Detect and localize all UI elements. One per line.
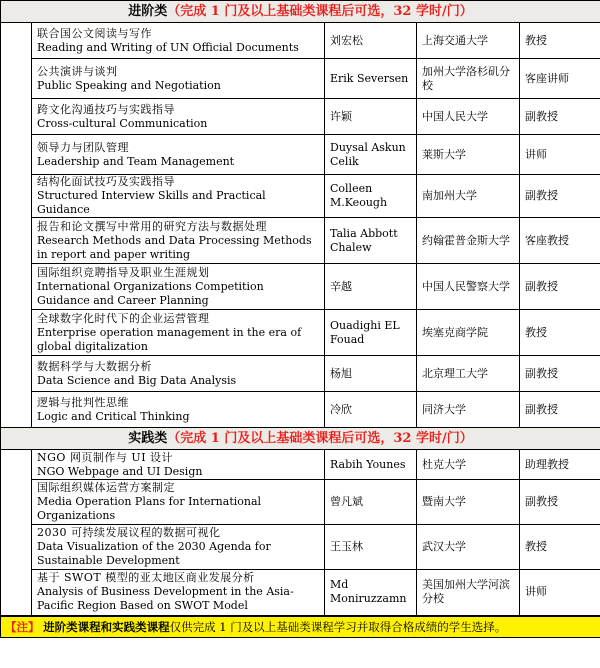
- footnote-highlight: 进阶类课程和实践类课程: [43, 619, 170, 634]
- title-cell: 讲师: [520, 135, 600, 175]
- footnote-tag: 【注】: [5, 619, 40, 634]
- course-row: [1, 480, 600, 525]
- course-row: [1, 264, 600, 310]
- course-row: [1, 23, 600, 59]
- course-name-en: Media Operation Plans for International Organizations: [37, 495, 262, 522]
- category-cell: [1, 23, 32, 428]
- course-name-zh: 2030 可持续发展议程的数据可视化: [37, 526, 221, 539]
- course-name-en: Structured Interview Skills and Practical Guidance: [37, 189, 266, 216]
- section-header-practice: [1, 428, 600, 450]
- course-name-zh: 报告和论文撰写中常用的研究方法与数据处理: [37, 219, 267, 233]
- course-name-cell: [32, 23, 325, 59]
- course-name-cell: [32, 99, 325, 135]
- course-name-cell: [32, 525, 325, 570]
- course-name-cell: [32, 310, 325, 356]
- section-title: 实践类: [128, 430, 168, 446]
- course-name-zh: 数据科学与大数据分析: [37, 359, 152, 373]
- course-name-cell: [32, 356, 325, 392]
- teacher-cell: Rabih Younes: [325, 450, 417, 480]
- course-row: [1, 392, 600, 428]
- title-cell: 副教授: [520, 356, 600, 392]
- school-cell: 约翰霍普金斯大学: [417, 218, 520, 264]
- section-header-advanced: [1, 1, 600, 23]
- school-cell: 加州大学洛杉矶分校: [417, 59, 520, 99]
- title-cell: 客座教授: [520, 218, 600, 264]
- course-name-en: Analysis of Business Development in the Asia-Pacific Region Based on SWOT Model: [37, 585, 294, 613]
- course-name-en: Public Speaking and Negotiation: [37, 78, 221, 92]
- school-cell: 中国人民警察大学: [417, 264, 520, 310]
- course-name-en: Reading and Writing of UN Official Documents: [37, 40, 299, 54]
- course-name-cell: [32, 450, 325, 480]
- teacher-cell: 刘宏松: [325, 23, 417, 59]
- course-name-zh: 全球数字化时代下的企业运营管理: [37, 311, 210, 325]
- course-name-cell: [32, 218, 325, 264]
- course-row: [1, 59, 600, 99]
- course-name-zh: 基于 SWOT 模型的亚太地区商业发展分析: [37, 571, 255, 585]
- course-name-en: Leadership and Team Management: [37, 154, 235, 168]
- school-cell: 杜克大学: [417, 450, 520, 480]
- teacher-cell: Colleen M.Keough: [325, 175, 417, 218]
- school-cell: 埃塞克商学院: [417, 310, 520, 356]
- course-name-zh: 跨文化沟通技巧与实践指导: [37, 102, 175, 116]
- course-name-en: Research Methods and Data Processing Methods in report and paper writing: [37, 233, 312, 261]
- course-row: [1, 356, 600, 392]
- school-cell: 北京理工大学: [417, 356, 520, 392]
- course-name-zh: 结构化面试技巧及实践指导: [37, 175, 175, 188]
- footnote-text: 仅供完成 1 门及以上基础类课程学习并取得合格成绩的学生选择。: [169, 619, 507, 634]
- title-cell: 副教授: [520, 175, 600, 218]
- teacher-cell: Duysal Askun Celik: [325, 135, 417, 175]
- course-name-en: Enterprise operation management in the era of global digitalization: [37, 325, 302, 353]
- teacher-cell: 曾凡斌: [325, 480, 417, 525]
- school-cell: 莱斯大学: [417, 135, 520, 175]
- title-cell: 副教授: [520, 264, 600, 310]
- course-name-cell: [32, 175, 325, 218]
- course-row: [1, 450, 600, 480]
- section-note: （完成 1 门及以上基础类课程后可选，32 学时/门）: [167, 430, 473, 446]
- title-cell: 教授: [520, 525, 600, 570]
- course-row: [1, 175, 600, 218]
- title-cell: 教授: [520, 310, 600, 356]
- course-row: [1, 218, 600, 264]
- course-name-zh: 逻辑与批判性思维: [37, 395, 129, 409]
- title-cell: 讲师: [520, 570, 600, 616]
- course-name-zh: 领导力与团队管理: [37, 140, 129, 154]
- course-row: [1, 135, 600, 175]
- category-cell: [1, 450, 32, 616]
- teacher-cell: 杨旭: [325, 356, 417, 392]
- teacher-cell: Ouadighi EL Fouad: [325, 310, 417, 356]
- course-name-cell: [32, 264, 325, 310]
- course-name-zh: 公共演讲与谈判: [37, 64, 118, 78]
- course-name-en: Data Visualization of the 2030 Agenda for Sustainable Development: [37, 540, 271, 567]
- course-row: [1, 310, 600, 356]
- teacher-cell: Talia Abbott Chalew: [325, 218, 417, 264]
- school-cell: 南加州大学: [417, 175, 520, 218]
- course-name-en: Data Science and Big Data Analysis: [37, 373, 237, 387]
- teacher-cell: 辛越: [325, 264, 417, 310]
- course-row: [1, 570, 600, 616]
- course-name-zh: 联合国公文阅读与写作: [37, 26, 152, 40]
- course-name-zh: 国际组织媒体运营方案制定: [37, 481, 175, 494]
- title-cell: 客座讲师: [520, 59, 600, 99]
- title-cell: 副教授: [520, 480, 600, 525]
- school-cell: 暨南大学: [417, 480, 520, 525]
- course-name-en: Cross-cultural Communication: [37, 116, 208, 130]
- course-name-cell: [32, 392, 325, 428]
- teacher-cell: 王玉林: [325, 525, 417, 570]
- teacher-cell: 许颖: [325, 99, 417, 135]
- school-cell: 同济大学: [417, 392, 520, 428]
- title-cell: 教授: [520, 23, 600, 59]
- school-cell: 上海交通大学: [417, 23, 520, 59]
- course-name-en: International Organizations Competition Guidance and Career Planning: [37, 279, 264, 307]
- school-cell: 中国人民大学: [417, 99, 520, 135]
- course-name-en: NGO Webpage and UI Design: [37, 464, 203, 478]
- section-note: （完成 1 门及以上基础类课程后可选，32 学时/门）: [167, 3, 473, 19]
- course-name-en: Logic and Critical Thinking: [37, 409, 190, 423]
- section-title: 进阶类: [128, 3, 168, 19]
- school-cell: 武汉大学: [417, 525, 520, 570]
- course-name-cell: [32, 570, 325, 616]
- teacher-cell: Md Moniruzzamn: [325, 570, 417, 616]
- course-row: [1, 99, 600, 135]
- footnote-row: [1, 616, 600, 638]
- course-row: [1, 525, 600, 570]
- course-name-cell: [32, 480, 325, 525]
- title-cell: 助理教授: [520, 450, 600, 480]
- teacher-cell: 冷欣: [325, 392, 417, 428]
- title-cell: 副教授: [520, 99, 600, 135]
- course-name-cell: [32, 135, 325, 175]
- teacher-cell: Erik Seversen: [325, 59, 417, 99]
- course-name-zh: NGO 网页制作与 UI 设计: [37, 450, 174, 464]
- school-cell: 美国加州大学河滨分校: [417, 570, 520, 616]
- title-cell: 副教授: [520, 392, 600, 428]
- course-name-zh: 国际组织竞聘指导及职业生涯规划: [37, 265, 210, 279]
- course-name-cell: [32, 59, 325, 99]
